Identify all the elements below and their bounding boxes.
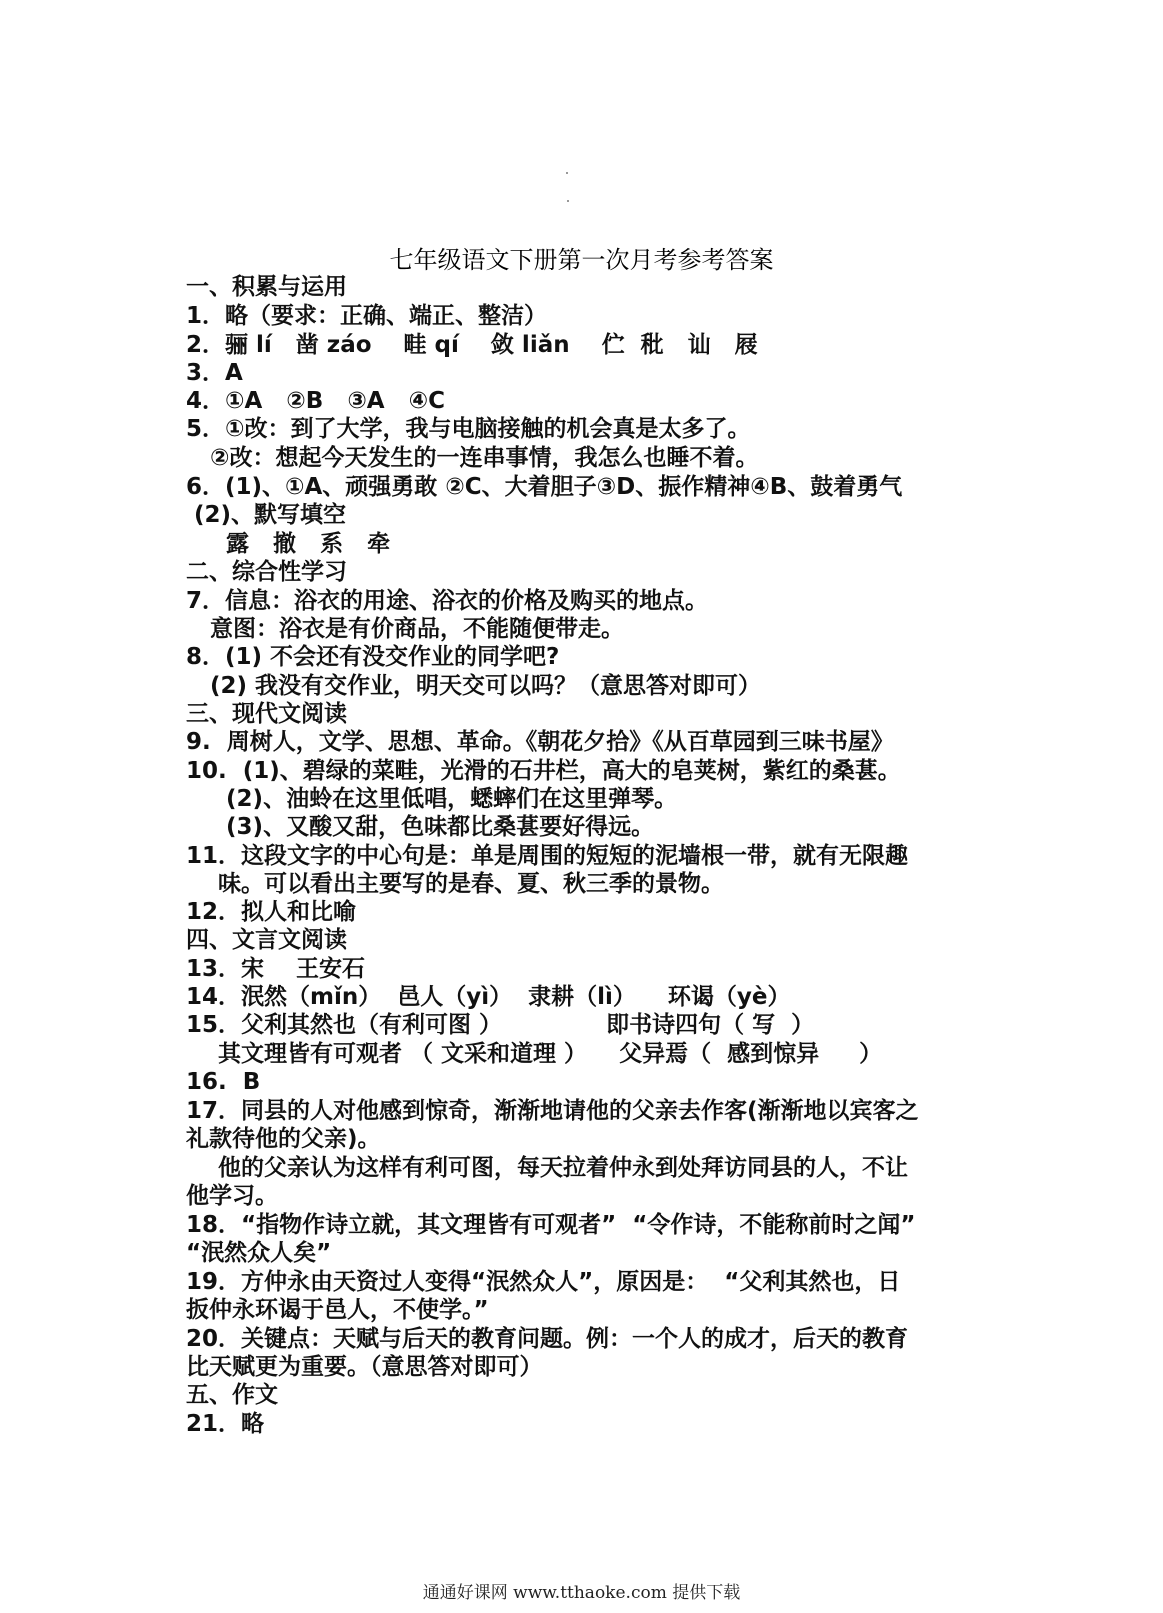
- answer-line: 1．略（要求：正确、端正、整洁）: [186, 303, 548, 329]
- answer-line: 15．父利其然也（有利可图 ） 即书诗四句（ 写 ）: [186, 1012, 815, 1038]
- answer-line: 意图：浴衣是有价商品，不能随便带走。: [186, 616, 625, 642]
- answer-line: 21．略: [186, 1411, 265, 1437]
- section-heading: 二、综合性学习: [186, 559, 347, 585]
- answer-line: 9. 周树人，文学、思想、革命。《朝花夕拾》《从百草园到三味书屋》: [186, 729, 894, 755]
- answer-line: (2) 我没有交作业，明天交可以吗？（意思答对即可）: [186, 673, 762, 699]
- answer-line: 16. B: [186, 1069, 261, 1095]
- answer-line: 味。可以看出主要写的是春、夏、秋三季的景物。: [186, 871, 725, 897]
- answer-line: 20．关键点：天赋与后天的教育问题。例：一个人的成才，后天的教育: [186, 1326, 909, 1352]
- answer-line: 礼款待他的父亲)。: [186, 1126, 381, 1152]
- answer-line: 17．同县的人对他感到惊奇，渐渐地请他的父亲去作客(渐渐地以宾客之: [186, 1098, 919, 1124]
- answer-line: (3)、又酸又甜，色味都比桑葚要好得远。: [186, 814, 655, 840]
- answer-line: 8．(1) 不会还有没交作业的同学吧?: [186, 644, 560, 670]
- scan-speck: [566, 172, 568, 174]
- answer-line: 10. (1)、碧绿的菜畦，光滑的石井栏，高大的皂荚树，紫红的桑葚。: [186, 758, 901, 784]
- answer-line: 6．(1)、①A、顽强勇敢 ②C、大着胆子③D、振作精神④B、鼓着勇气: [186, 474, 903, 500]
- answer-line: 19．方仲永由天资过人变得“泯然众人”，原因是： “父利其然也，日: [186, 1269, 901, 1295]
- answer-line: 2．骊 lí 凿 záo 畦 qí 敛 liǎn 伫 秕 讪 屐: [186, 332, 758, 358]
- answer-line: 3．A: [186, 360, 243, 386]
- answer-line: 12．拟人和比喻: [186, 899, 357, 925]
- footer-credit: 通通好课网 www.tthaoke.com 提供下载: [422, 1583, 741, 1603]
- section-heading: 一、积累与运用: [186, 274, 347, 300]
- answer-line: 14．泯然（mǐn） 邑人（yì） 隶耕（lì） 环谒（yè）: [186, 984, 791, 1010]
- scan-speck: [567, 200, 569, 202]
- answer-line: (2)、油蛉在这里低唱，蟋蟀们在这里弹琴。: [186, 786, 678, 812]
- section-heading: 三、现代文阅读: [186, 701, 347, 727]
- answer-line: 7．信息：浴衣的用途、浴衣的价格及购买的地点。: [186, 588, 709, 614]
- answer-line: 他的父亲认为这样有利可图，每天拉着仲永到处拜访同县的人，不让: [186, 1155, 909, 1181]
- answer-line: 13．宋 王安石: [186, 956, 366, 982]
- section-heading: 五、作文: [186, 1382, 278, 1408]
- answer-line: 其文理皆有可观者 （ 文采和道理 ） 父异焉（ 感到惊异 ）: [186, 1041, 883, 1067]
- answer-line: 他学习。: [186, 1183, 278, 1209]
- answer-line: 11．这段文字的中心句是：单是周围的短短的泥墙根一带，就有无限趣: [186, 843, 909, 869]
- answer-line: 比天赋更为重要。（意思答对即可）: [186, 1354, 543, 1380]
- section-heading: 四、文言文阅读: [186, 927, 347, 953]
- answer-line: “泯然众人矣”: [186, 1240, 332, 1266]
- answer-line: ②改：想起今天发生的一连串事情，我怎么也睡不着。: [186, 445, 759, 471]
- answer-line: 4．①A ②B ③A ④C: [186, 388, 445, 414]
- answer-line: 18．“指物作诗立就，其文理皆有可观者” “令作诗，不能称前时之闻”: [186, 1212, 916, 1238]
- answer-line: 5．①改：到了大学，我与电脑接触的机会真是太多了。: [186, 416, 751, 442]
- answer-line: 露 撤 系 牵: [186, 531, 391, 557]
- answer-line: 扳仲永环谒于邑人，不使学。”: [186, 1297, 489, 1323]
- page-title: 七年级语文下册第一次月考参考答案: [389, 246, 774, 274]
- answer-line: (2)、默写填空: [186, 502, 347, 528]
